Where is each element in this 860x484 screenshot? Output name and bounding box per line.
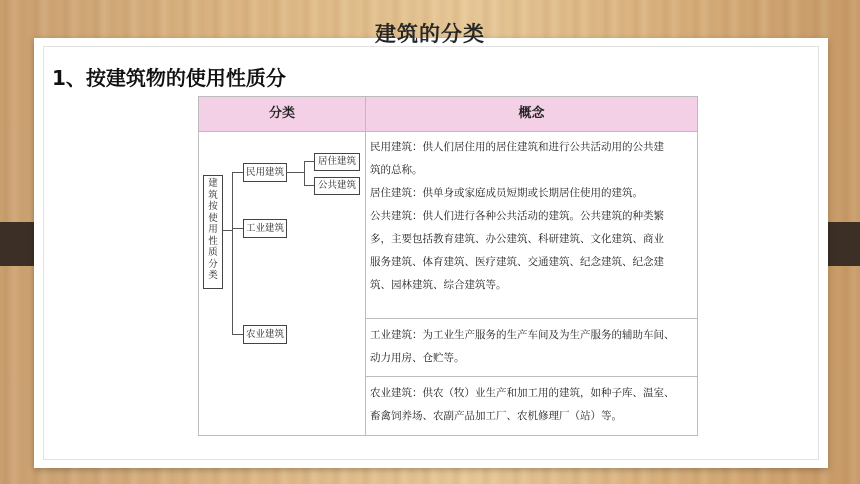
concept-line: 筑的总称。: [370, 164, 423, 176]
tree-connector: [232, 172, 243, 173]
header-concept: 概念: [518, 106, 545, 121]
concept-cell-agricultural: [370, 382, 692, 428]
header-category: 分类: [268, 106, 295, 121]
root-char: 建: [208, 178, 218, 189]
table-header: [199, 97, 697, 132]
tree-connector: [232, 334, 243, 335]
root-char: 性: [208, 235, 218, 247]
concept-line: 服务建筑、体育建筑、医疗建筑、交通建筑、纪念建筑、纪念建: [370, 256, 664, 268]
classification-tree: [199, 132, 365, 352]
tree-node-public: 公共建筑: [314, 177, 360, 195]
concept-line: 民用建筑：供人们居住用的居住建筑和进行公共活动用的公共建: [370, 141, 664, 153]
root-char: 按: [208, 201, 218, 212]
tree-node-civil: 民用建筑: [243, 163, 287, 182]
tree-connector: [232, 228, 243, 229]
tree-connector: [222, 230, 232, 231]
tree-connector: [304, 185, 314, 186]
concept-line: 筑、园林建筑、综合建筑等。: [370, 279, 507, 291]
concept-line: 多，主要包括教育建筑、办公建筑、科研建筑、文化建筑、商业: [370, 233, 664, 245]
tree-connector: [232, 172, 233, 334]
root-char: 使: [208, 212, 218, 224]
row-divider: [365, 318, 697, 319]
concept-line: 工业建筑：为工业生产服务的生产车间及为生产服务的辅助车间、: [370, 329, 675, 341]
root-char: 用: [208, 224, 218, 235]
column-divider: [365, 97, 366, 435]
concept-cell-civil: [370, 136, 692, 297]
tree-node-residential: 居住建筑: [314, 153, 360, 171]
concept-line: 居住建筑：供单身或家庭成员短期或长期居住使用的建筑。: [370, 187, 643, 199]
row-divider: [365, 376, 697, 377]
root-char: 类: [208, 270, 218, 281]
tree-connector: [304, 161, 305, 185]
concept-cell-industrial: [370, 324, 692, 370]
tree-connector: [286, 172, 304, 173]
concept-line: 农业建筑：供农（牧）业生产和加工用的建筑，如种子库、温室、: [370, 387, 675, 399]
section-heading: 1、按建筑物的使用性质分: [52, 66, 286, 90]
root-char: 筑: [208, 189, 218, 201]
root-char: 分: [208, 258, 218, 270]
slide-title: 建筑的分类: [375, 22, 485, 46]
tree-root: [203, 175, 223, 289]
tree-node-industrial: 工业建筑: [243, 219, 287, 238]
root-char: 质: [208, 247, 218, 258]
classification-table: [198, 96, 698, 436]
concept-line: 畜禽饲养场、农副产品加工厂、农机修理厂（站）等。: [370, 410, 622, 422]
tree-node-agricultural: 农业建筑: [243, 325, 287, 344]
concept-line: 动力用房、仓贮等。: [370, 352, 465, 364]
tree-connector: [304, 161, 314, 162]
concept-line: 公共建筑：供人们进行各种公共活动的建筑。公共建筑的种类繁: [370, 210, 664, 222]
